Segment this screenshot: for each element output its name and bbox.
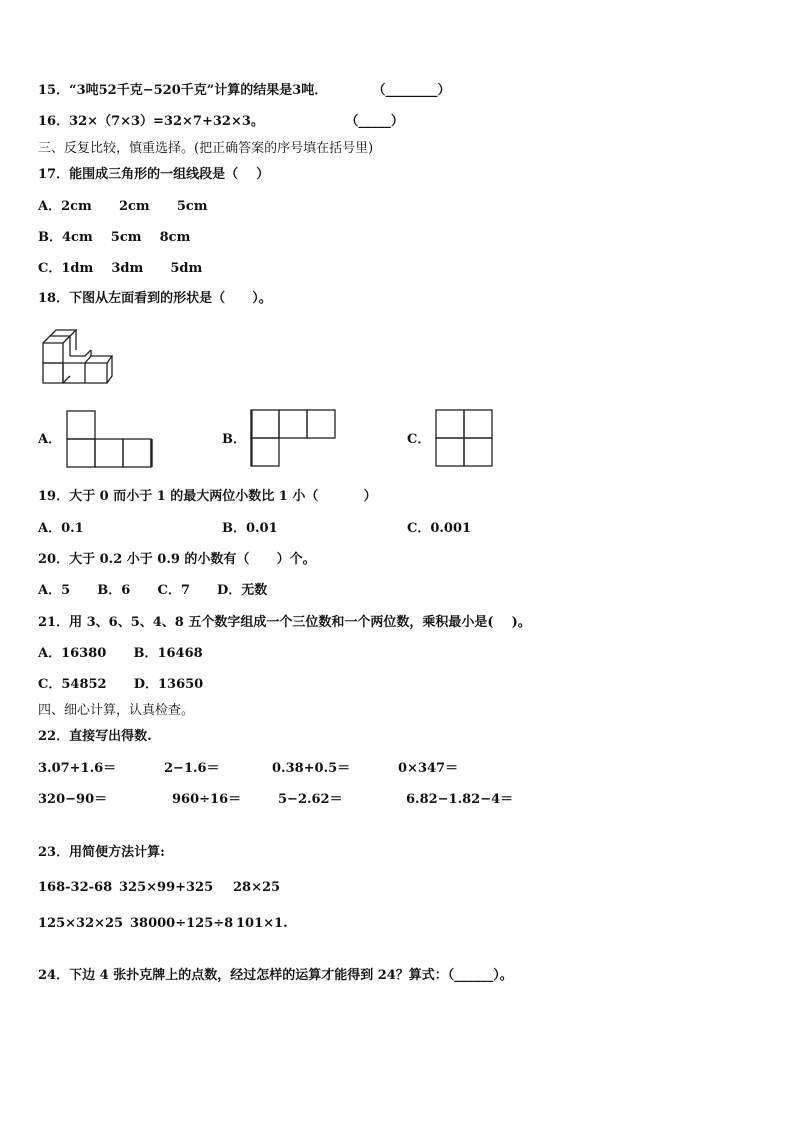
question-20-options: A．5 B．6 C．7 D．无数 [38,583,268,598]
simplify-item: 168-32-68 [38,880,113,895]
question-19-option-a: A．0.1 [38,521,84,536]
question-15: 15．“3吨52千克−520千克”计算的结果是3吨． （________） [38,83,451,98]
calc-item: 0.38+0.5＝ [272,761,351,776]
simplify-item: 38000÷125÷8 [130,916,234,931]
question-21-options-row2: C．54852 D．13650 [38,677,204,692]
option-a-figure [66,410,154,468]
question-18-label-c: C． [407,432,431,447]
question-21-stem: 21．用 3、6、5、4、8 五个数字组成一个三位数和一个两位数，乘积最小是( )。 [38,615,531,630]
question-17-option-c: C．1dm 3dm 5dm [38,261,203,276]
option-b-figure [250,409,338,467]
option-c-figure [435,409,495,467]
simplify-item: 325×99+325 [119,880,214,895]
calc-item: 5−2.62＝ [278,792,343,807]
question-16: 16．32×（7×3）=32×7+32×3。 （_____） [38,114,404,129]
question-18-label-b: B． [222,432,246,447]
calc-item: 960÷16＝ [172,792,242,807]
question-19-stem: 19．大于 0 而小于 1 的最大两位小数比 1 小（ ） [38,489,377,504]
question-21-options-row1: A．16380 B．16468 [38,646,203,661]
calc-item: 0×347＝ [398,761,459,776]
simplify-item: 28×25 [233,880,281,895]
calc-item: 320−90＝ [38,792,108,807]
question-17-option-b: B．4cm 5cm 8cm [38,230,191,245]
cube-figure [40,325,120,387]
question-20-stem: 20．大于 0.2 小于 0.9 的小数有（ ）个。 [38,552,316,567]
question-17-option-a: A．2cm 2cm 5cm [38,199,208,214]
question-19-option-b: B．0.01 [222,521,278,536]
question-22-stem: 22．直接写出得数. [38,729,152,744]
calc-item: 2−1.6＝ [164,761,220,776]
question-17-stem: 17．能围成三角形的一组线段是（ ） [38,167,270,182]
section-4-heading: 四、细心计算，认真检查。 [38,703,195,718]
question-23-stem: 23．用简便方法计算: [38,845,165,860]
question-24: 24．下边 4 张扑克牌上的点数，经过怎样的运算才能得到 24？算式：（______）。 [38,968,513,983]
question-19-option-c: C．0.001 [407,521,472,536]
question-18-label-a: A． [38,432,62,447]
calc-item: 6.82−1.82−4＝ [406,792,514,807]
section-3-heading: 三、反复比较，慎重选择。(把正确答案的序号填在括号里) [38,141,374,156]
simplify-item: 101×1. [236,916,288,931]
simplify-item: 125×32×25 [38,916,124,931]
question-18-stem: 18．下图从左面看到的形状是（ ）。 [38,291,272,306]
calc-item: 3.07+1.6＝ [38,761,117,776]
